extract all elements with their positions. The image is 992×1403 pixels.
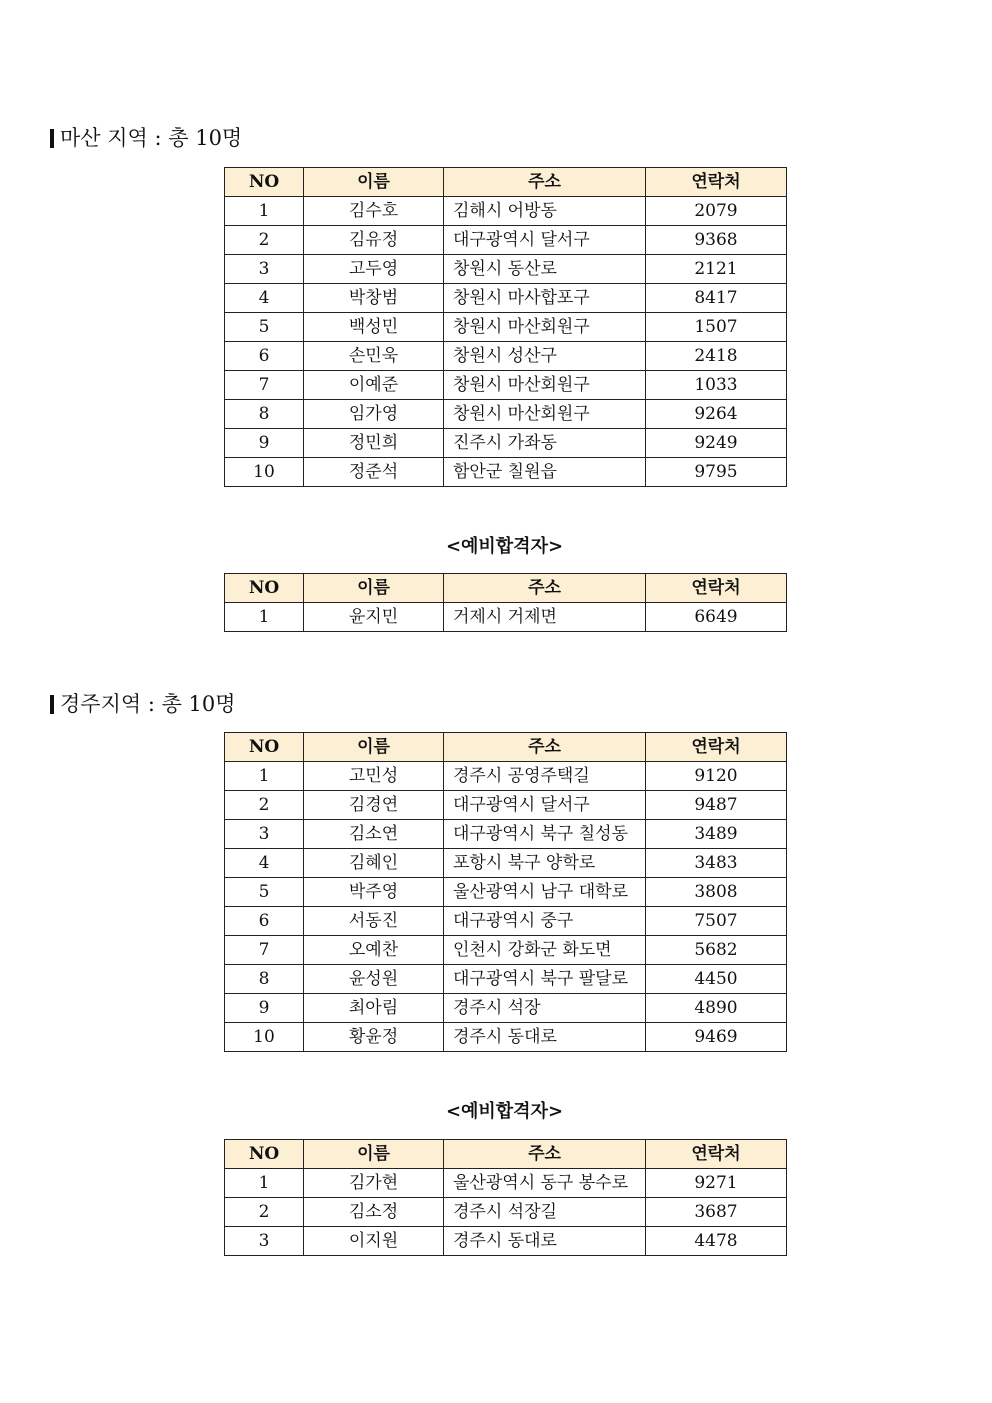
name-cell: 서동진 — [304, 907, 444, 936]
column-header-contact: 연락처 — [646, 168, 787, 197]
address-cell: 인천시 강화군 화도면 — [444, 936, 646, 965]
name-cell: 김경연 — [304, 791, 444, 820]
contact-cell: 9120 — [646, 762, 787, 791]
no-cell: 1 — [225, 197, 304, 226]
masan-reserve-table — [224, 573, 787, 632]
contact-cell: 2121 — [646, 255, 787, 284]
gyeongju-roster-table — [224, 732, 787, 1052]
table-row — [225, 849, 787, 878]
gyeongju-reserve-title: <예비합격자> — [445, 1101, 564, 1122]
column-header-address: 주소 — [444, 574, 646, 603]
column-header-no: NO — [225, 168, 304, 197]
address-cell: 경주시 공영주택길 — [444, 762, 646, 791]
no-cell: 10 — [225, 1023, 304, 1052]
address-cell: 경주시 석장 — [444, 994, 646, 1023]
table-row — [225, 458, 787, 487]
table-row — [225, 936, 787, 965]
column-header-address: 주소 — [444, 168, 646, 197]
name-cell: 김유정 — [304, 226, 444, 255]
table-row — [225, 878, 787, 907]
address-cell: 대구광역시 달서구 — [444, 791, 646, 820]
no-cell: 6 — [225, 342, 304, 371]
address-cell: 창원시 마사합포구 — [444, 284, 646, 313]
name-cell: 최아림 — [304, 994, 444, 1023]
no-cell: 4 — [225, 849, 304, 878]
address-cell: 대구광역시 북구 팔달로 — [444, 965, 646, 994]
no-cell: 10 — [225, 458, 304, 487]
no-cell: 9 — [225, 994, 304, 1023]
column-header-no: NO — [225, 733, 304, 762]
table-row — [225, 1227, 787, 1256]
table-header-row — [225, 574, 787, 603]
address-cell: 창원시 성산구 — [444, 342, 646, 371]
name-cell: 손민욱 — [304, 342, 444, 371]
column-header-name: 이름 — [304, 1140, 444, 1169]
contact-cell: 3489 — [646, 820, 787, 849]
address-cell: 울산광역시 남구 대학로 — [444, 878, 646, 907]
name-cell: 백성민 — [304, 313, 444, 342]
table-row — [225, 1198, 787, 1227]
address-cell: 대구광역시 중구 — [444, 907, 646, 936]
no-cell: 2 — [225, 226, 304, 255]
section-bullet-bar — [50, 129, 54, 148]
no-cell: 1 — [225, 603, 304, 632]
contact-cell: 2079 — [646, 197, 787, 226]
contact-cell: 4478 — [646, 1227, 787, 1256]
column-header-address: 주소 — [444, 1140, 646, 1169]
masan-heading-text: 마산 지역 : 총 10명 — [60, 126, 243, 150]
table-row — [225, 313, 787, 342]
contact-cell: 9795 — [646, 458, 787, 487]
contact-cell: 9469 — [646, 1023, 787, 1052]
table-row — [225, 820, 787, 849]
address-cell: 울산광역시 동구 봉수로 — [444, 1169, 646, 1198]
table-row — [225, 371, 787, 400]
masan-roster-table — [224, 167, 787, 487]
name-cell: 윤성원 — [304, 965, 444, 994]
contact-cell: 3483 — [646, 849, 787, 878]
table-row — [225, 762, 787, 791]
name-cell: 김소연 — [304, 820, 444, 849]
contact-cell: 3687 — [646, 1198, 787, 1227]
name-cell: 임가영 — [304, 400, 444, 429]
no-cell: 3 — [225, 1227, 304, 1256]
contact-cell: 9264 — [646, 400, 787, 429]
name-cell: 정준석 — [304, 458, 444, 487]
contact-cell: 3808 — [646, 878, 787, 907]
column-header-name: 이름 — [304, 733, 444, 762]
gyeongju-section-heading — [50, 692, 236, 716]
name-cell: 윤지민 — [304, 603, 444, 632]
contact-cell: 9487 — [646, 791, 787, 820]
no-cell: 4 — [225, 284, 304, 313]
name-cell: 박주영 — [304, 878, 444, 907]
table-row — [225, 400, 787, 429]
address-cell: 대구광역시 북구 칠성동 — [444, 820, 646, 849]
contact-cell: 1033 — [646, 371, 787, 400]
contact-cell: 5682 — [646, 936, 787, 965]
address-cell: 대구광역시 달서구 — [444, 226, 646, 255]
table-header-row — [225, 1140, 787, 1169]
table-row — [225, 1169, 787, 1198]
table-row — [225, 255, 787, 284]
name-cell: 고두영 — [304, 255, 444, 284]
name-cell: 고민성 — [304, 762, 444, 791]
contact-cell: 2418 — [646, 342, 787, 371]
address-cell: 창원시 마산회원구 — [444, 400, 646, 429]
no-cell: 8 — [225, 400, 304, 429]
masan-reserve-title: <예비합격자> — [445, 536, 564, 557]
address-cell: 창원시 동산로 — [444, 255, 646, 284]
table-header-row — [225, 733, 787, 762]
column-header-contact: 연락처 — [646, 1140, 787, 1169]
name-cell: 이예준 — [304, 371, 444, 400]
name-cell: 김수호 — [304, 197, 444, 226]
address-cell: 경주시 동대로 — [444, 1227, 646, 1256]
no-cell: 9 — [225, 429, 304, 458]
no-cell: 3 — [225, 255, 304, 284]
address-cell: 경주시 동대로 — [444, 1023, 646, 1052]
no-cell: 1 — [225, 1169, 304, 1198]
address-cell: 창원시 마산회원구 — [444, 371, 646, 400]
column-header-no: NO — [225, 1140, 304, 1169]
table-header-row — [225, 168, 787, 197]
name-cell: 황윤정 — [304, 1023, 444, 1052]
name-cell: 김혜인 — [304, 849, 444, 878]
contact-cell: 7507 — [646, 907, 787, 936]
address-cell: 김해시 어방동 — [444, 197, 646, 226]
address-cell: 경주시 석장길 — [444, 1198, 646, 1227]
name-cell: 이지원 — [304, 1227, 444, 1256]
column-header-address: 주소 — [444, 733, 646, 762]
table-row — [225, 1023, 787, 1052]
table-row — [225, 429, 787, 458]
section-bullet-bar — [50, 695, 54, 714]
column-header-name: 이름 — [304, 574, 444, 603]
column-header-contact: 연락처 — [646, 574, 787, 603]
no-cell: 8 — [225, 965, 304, 994]
no-cell: 2 — [225, 791, 304, 820]
no-cell: 6 — [225, 907, 304, 936]
contact-cell: 4450 — [646, 965, 787, 994]
no-cell: 2 — [225, 1198, 304, 1227]
no-cell: 1 — [225, 762, 304, 791]
gyeongju-heading-text: 경주지역 : 총 10명 — [60, 692, 236, 716]
contact-cell: 9271 — [646, 1169, 787, 1198]
column-header-contact: 연락처 — [646, 733, 787, 762]
contact-cell: 4890 — [646, 994, 787, 1023]
no-cell: 7 — [225, 936, 304, 965]
contact-cell: 1507 — [646, 313, 787, 342]
table-row — [225, 603, 787, 632]
table-row — [225, 197, 787, 226]
table-row — [225, 791, 787, 820]
name-cell: 박창범 — [304, 284, 444, 313]
no-cell: 5 — [225, 313, 304, 342]
column-header-name: 이름 — [304, 168, 444, 197]
name-cell: 정민희 — [304, 429, 444, 458]
table-row — [225, 907, 787, 936]
contact-cell: 9249 — [646, 429, 787, 458]
name-cell: 오예찬 — [304, 936, 444, 965]
address-cell: 창원시 마산회원구 — [444, 313, 646, 342]
contact-cell: 9368 — [646, 226, 787, 255]
table-row — [225, 342, 787, 371]
no-cell: 3 — [225, 820, 304, 849]
no-cell: 7 — [225, 371, 304, 400]
table-row — [225, 284, 787, 313]
no-cell: 5 — [225, 878, 304, 907]
address-cell: 함안군 칠원읍 — [444, 458, 646, 487]
address-cell: 거제시 거제면 — [444, 603, 646, 632]
table-row — [225, 226, 787, 255]
table-row — [225, 994, 787, 1023]
gyeongju-reserve-table — [224, 1139, 787, 1256]
address-cell: 진주시 가좌동 — [444, 429, 646, 458]
name-cell: 김가현 — [304, 1169, 444, 1198]
address-cell: 포항시 북구 양학로 — [444, 849, 646, 878]
name-cell: 김소정 — [304, 1198, 444, 1227]
table-row — [225, 965, 787, 994]
masan-section-heading — [50, 126, 242, 150]
contact-cell: 8417 — [646, 284, 787, 313]
contact-cell: 6649 — [646, 603, 787, 632]
column-header-no: NO — [225, 574, 304, 603]
